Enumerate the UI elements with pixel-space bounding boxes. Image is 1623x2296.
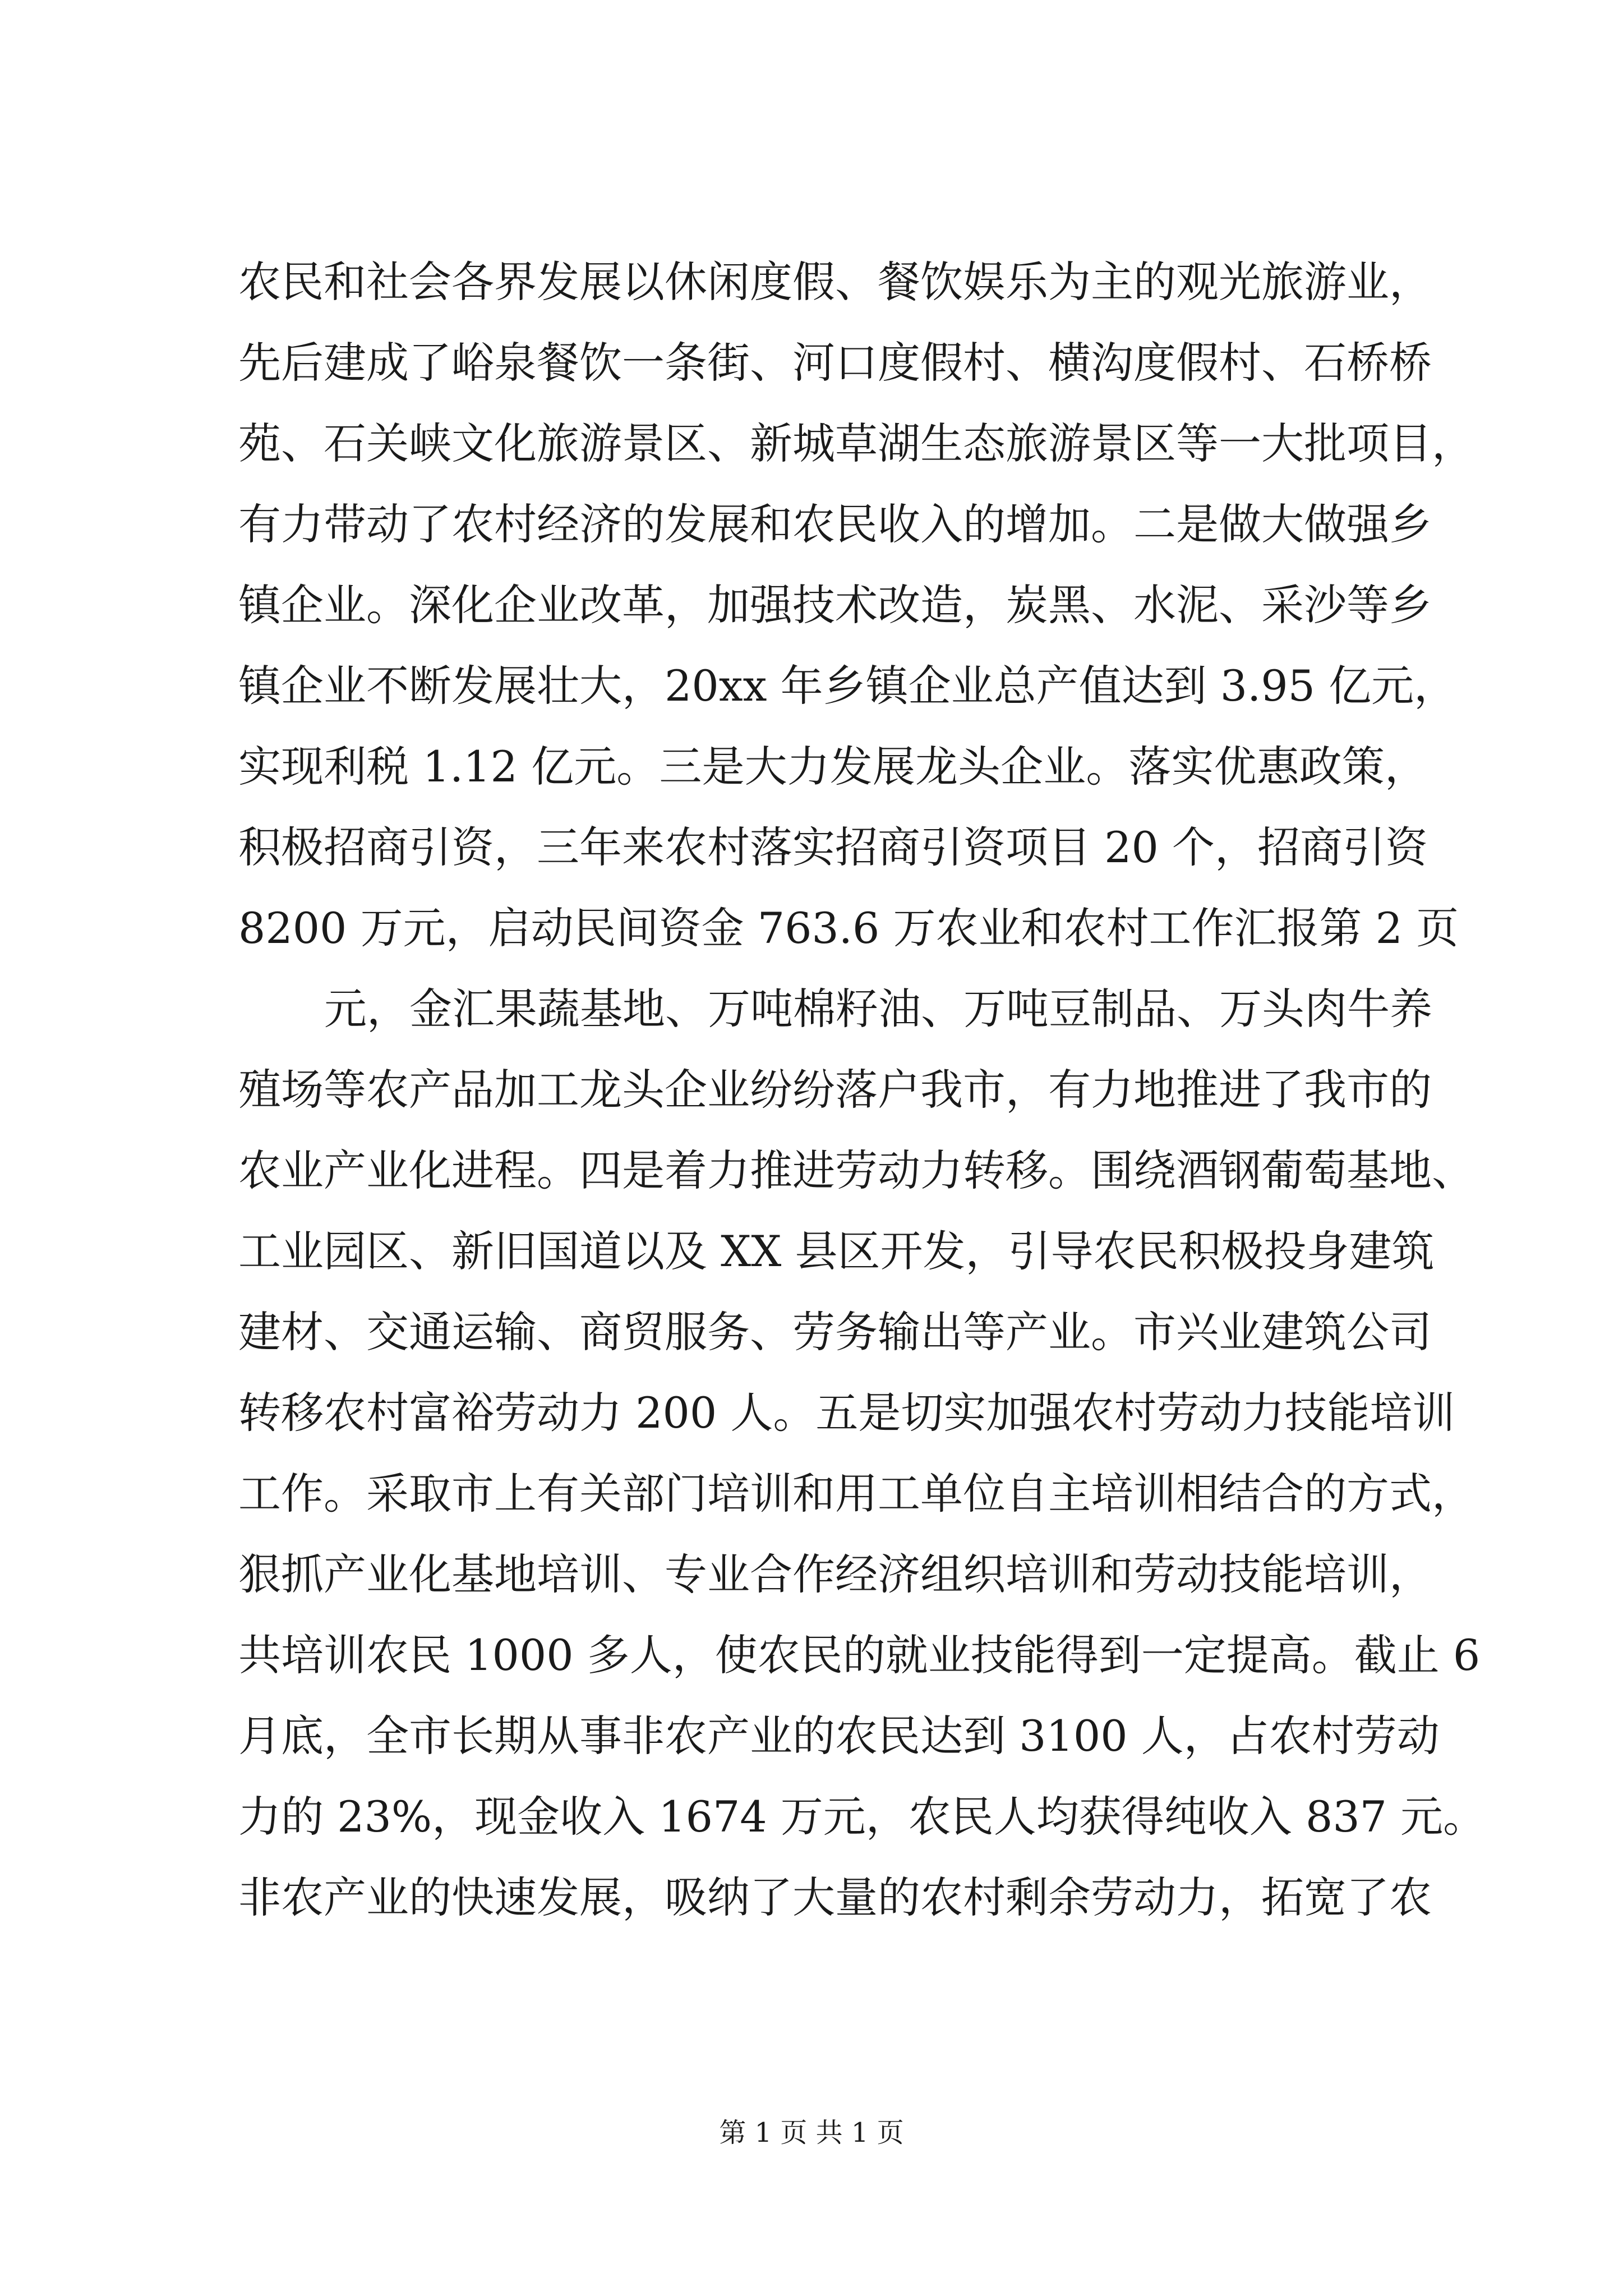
body-text-line: 转移农村富裕劳动力 200 人。五是切实加强农村劳动力技能培训 [238,1388,1455,1438]
body-text-line: 先后建成了峪泉餐饮一条街、河口度假村、横沟度假村、石桥桥 [238,338,1432,388]
body-text-line: 工业园区、新旧国道以及 XX 县区开发，引导农民积极投身建筑 [238,1226,1435,1276]
body-text-line: 殖场等农产品加工龙头企业纷纷落户我市，有力地推进了我市的 [238,1065,1432,1115]
body-text-line: 实现利税 1.12 亿元。三是大力发展龙头企业。落实优惠政策， [238,742,1427,792]
body-text-line: 镇企业不断发展壮大，20xx 年乡镇企业总产值达到 3.95 亿元， [238,661,1457,711]
body-text-line: 农业产业化进程。四是着力推进劳动力转移。围绕酒钢葡萄基地、 [238,1145,1474,1195]
body-text-line: 月底，全市长期从事非农产业的农民达到 3100 人，占农村劳动 [238,1711,1440,1761]
paragraph-first-line: 元，金汇果蔬基地、万吨棉籽油、万吨豆制品、万头肉牛养 [324,984,1432,1034]
body-text-line: 积极招商引资，三年来农村落实招商引资项目 20 个，招商引资 [238,822,1428,872]
body-text-line: 苑、石关峡文化旅游景区、新城草湖生态旅游景区等一大批项目， [238,418,1474,468]
page-footer: 第 1 页 共 1 页 [719,2117,904,2148]
body-text-line: 力的 23%，现金收入 1674 万元，农民人均获得纯收入 837 元。 [238,1792,1486,1842]
body-text-line: 农民和社会各界发展以休闲度假、餐饮娱乐为主的观光旅游业， [238,257,1432,307]
body-text-line: 非农产业的快速发展，吸纳了大量的农村剩余劳动力，拓宽了农 [238,1872,1432,1922]
body-text-line: 共培训农民 1000 多人，使农民的就业技能得到一定提高。截止 6 [238,1630,1481,1680]
body-text-line: 有力带动了农村经济的发展和农民收入的增加。二是做大做强乡 [238,499,1432,549]
body-text-line: 工作。采取市上有关部门培训和用工单位自主培训相结合的方式， [238,1469,1474,1519]
body-text-line: 建材、交通运输、商贸服务、劳务输出等产业。市兴业建筑公司 [238,1307,1432,1357]
body-text-line: 狠抓产业化基地培训、专业合作经济组织培训和劳动技能培训， [238,1549,1432,1599]
body-text-line: 镇企业。深化企业改革，加强技术改造，炭黑、水泥、采沙等乡 [238,580,1432,630]
body-text-line: 8200 万元，启动民间资金 763.6 万农业和农村工作汇报第 2 页 [238,903,1459,953]
